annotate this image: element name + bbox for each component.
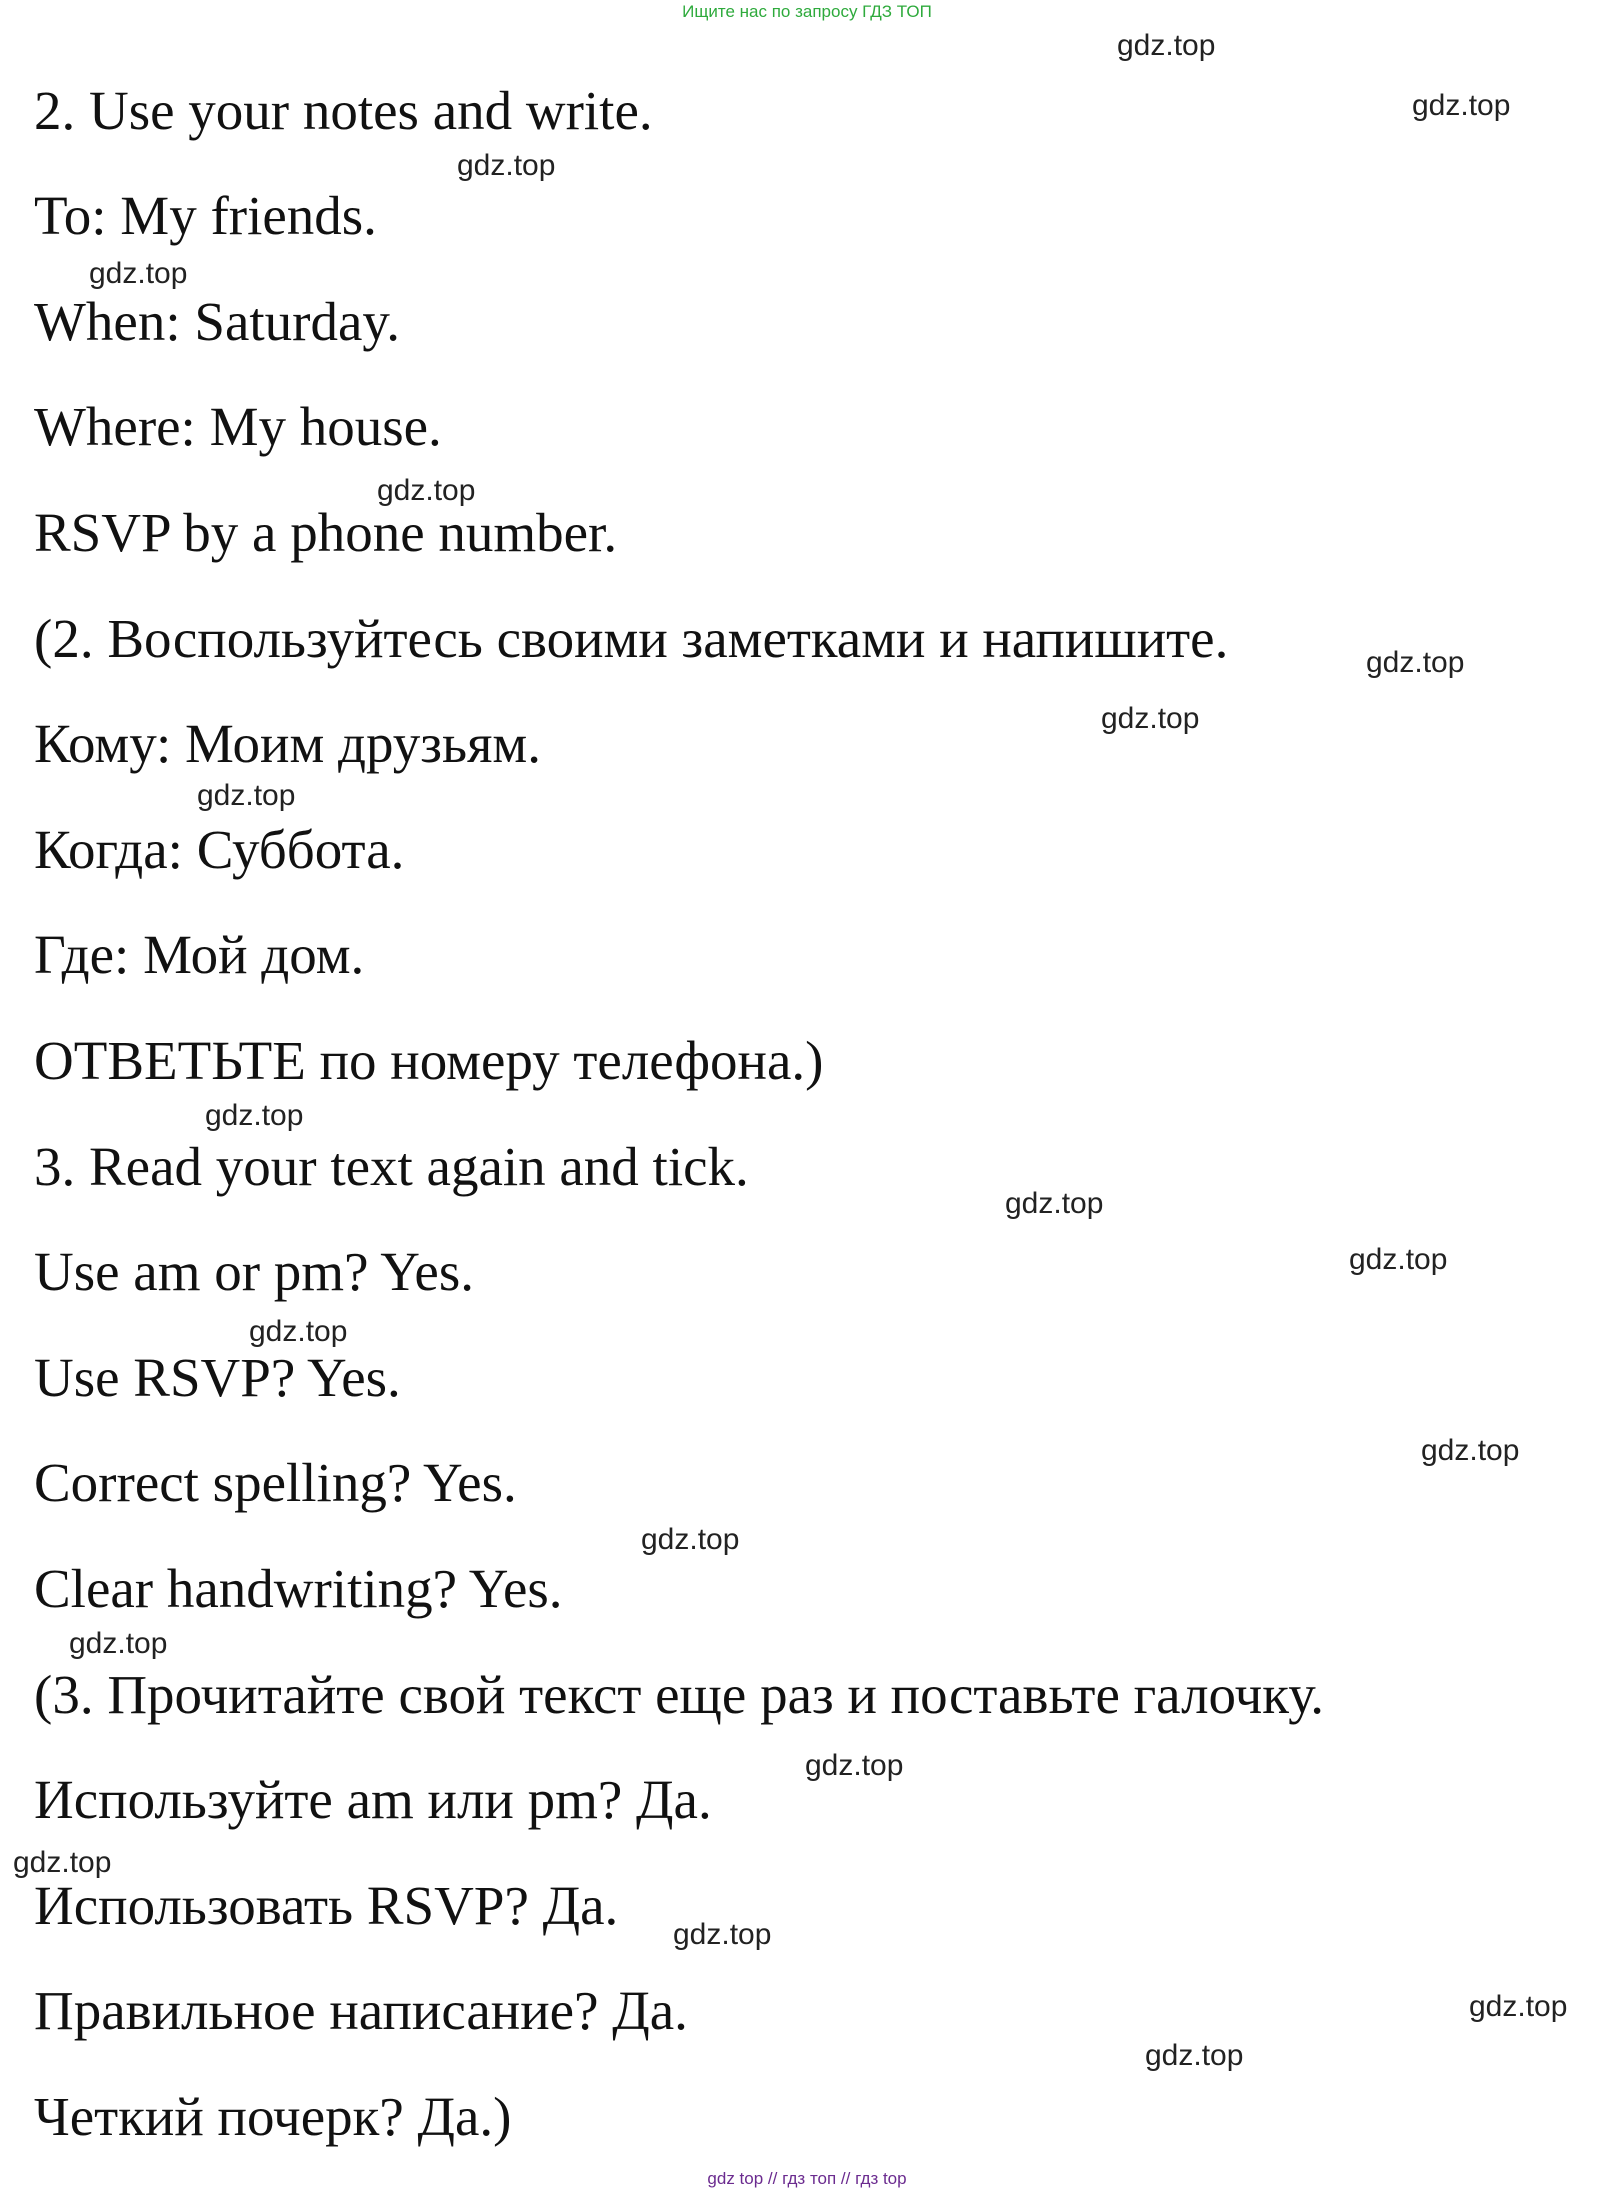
watermark: gdz.top: [249, 1315, 348, 1348]
text-line-11: 3. Read your text again and tick.: [34, 1136, 749, 1197]
watermark: gdz.top: [641, 1523, 740, 1556]
top-banner[interactable]: Ищите нас по запросу ГДЗ ТОП: [682, 2, 932, 21]
text-line-17: Используйте am или pm? Да.: [34, 1769, 712, 1830]
watermark: gdz.top: [69, 1627, 168, 1660]
text-line-3: When: Saturday.: [34, 291, 401, 352]
text-line-8: Когда: Суббота.: [34, 819, 405, 880]
text-line-9: Где: Мой дом.: [34, 924, 365, 985]
watermark: gdz.top: [1412, 89, 1511, 122]
watermark: gdz.top: [89, 257, 188, 290]
watermark: gdz.top: [457, 149, 556, 182]
text-line-13: Use RSVP? Yes.: [34, 1347, 401, 1408]
watermark: gdz.top: [197, 779, 296, 812]
watermark: gdz.top: [377, 474, 476, 507]
text-line-18: Использовать RSVP? Да.: [34, 1875, 619, 1936]
watermark: gdz.top: [1366, 646, 1465, 679]
watermark: gdz.top: [673, 1918, 772, 1951]
watermark: gdz.top: [1117, 29, 1216, 62]
text-line-6: (2. Воспользуйтесь своими заметками и напишите.: [34, 608, 1229, 669]
watermark: gdz.top: [1145, 2039, 1244, 2072]
watermark: gdz.top: [1005, 1187, 1104, 1220]
text-line-16: (3. Прочитайте свой текст еще раз и поставьте галочку.: [34, 1664, 1324, 1725]
text-line-1: 2. Use your notes and write.: [34, 80, 653, 141]
text-line-4: Where: My house.: [34, 396, 442, 457]
watermark: gdz.top: [1421, 1434, 1520, 1467]
text-line-15: Clear handwriting? Yes.: [34, 1558, 563, 1619]
text-line-7: Кому: Моим друзьям.: [34, 713, 541, 774]
watermark: gdz.top: [1349, 1243, 1448, 1276]
text-line-19: Правильное написание? Да.: [34, 1980, 688, 2041]
watermark: gdz.top: [205, 1099, 304, 1132]
text-line-2: To: My friends.: [34, 185, 377, 246]
text-line-12: Use am or pm? Yes.: [34, 1241, 474, 1302]
text-line-14: Correct spelling? Yes.: [34, 1452, 517, 1513]
watermark: gdz.top: [1469, 1990, 1568, 2023]
watermark: gdz.top: [1101, 702, 1200, 735]
text-line-5: RSVP by a phone number.: [34, 502, 618, 563]
text-line-10: ОТВЕТЬТЕ по номеру телефона.): [34, 1030, 824, 1091]
watermark: gdz.top: [13, 1846, 112, 1879]
text-line-20: Четкий почерк? Да.): [34, 2086, 512, 2147]
watermark: gdz.top: [805, 1749, 904, 1782]
footer-links[interactable]: gdz top // гдз топ // гдз top: [707, 2169, 907, 2188]
